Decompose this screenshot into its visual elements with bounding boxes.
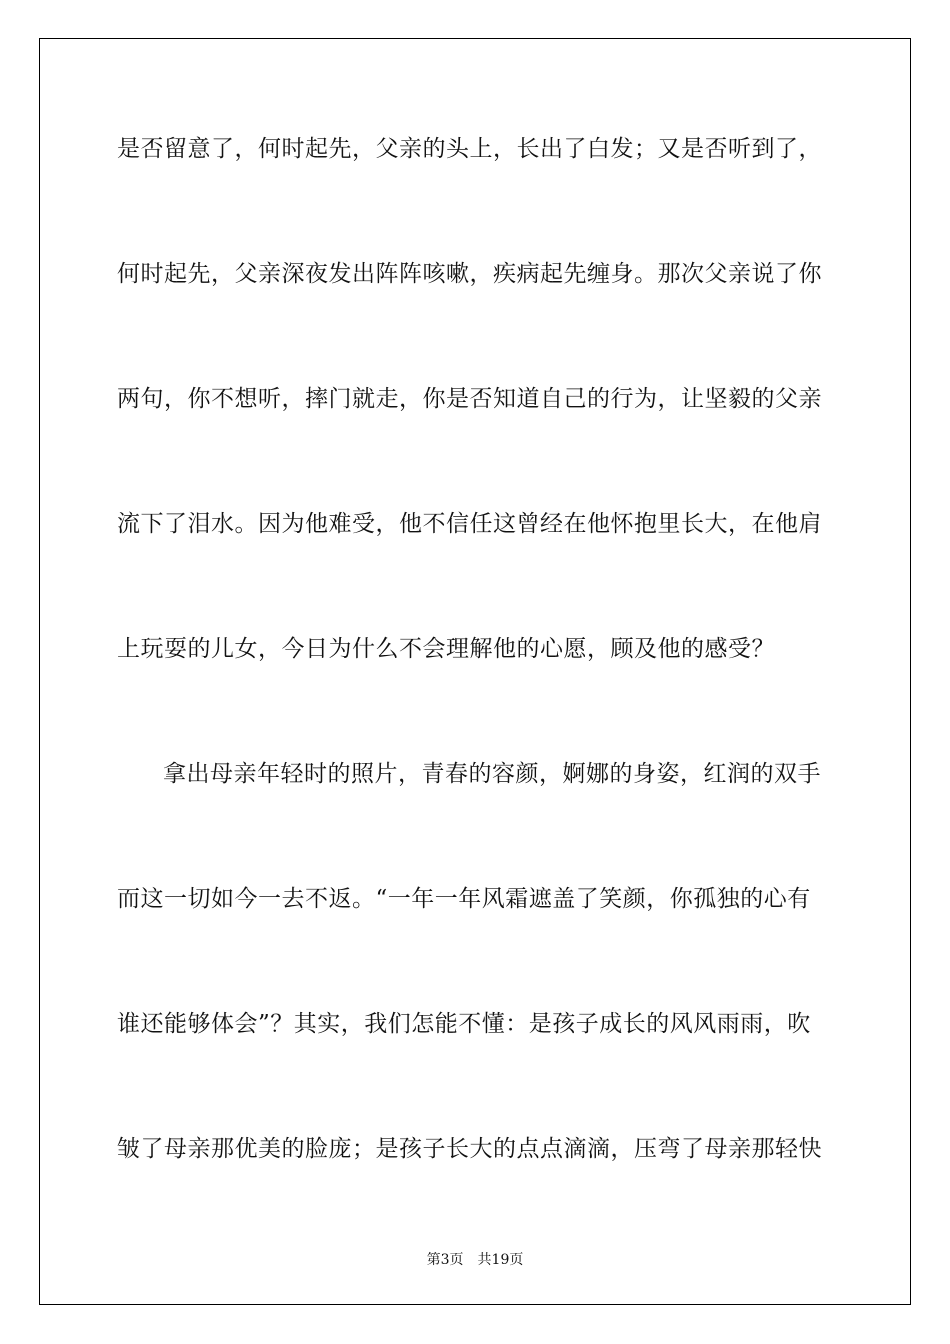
page-total: 共19页	[477, 1252, 524, 1268]
text-line-6: 拿出母亲年轻时的照片，青春的容颜，婀娜的身姿，红润的双手	[163, 761, 821, 787]
text-line-7: 而这一切如今一去不返。“一年一年风霜遮盖了笑颜，你孤独的心有	[117, 886, 811, 912]
text-line-2: 何时起先，父亲深夜发出阵阵咳嗽，疾病起先缠身。那次父亲说了你	[117, 261, 822, 287]
page-footer	[0, 1249, 950, 1269]
text-line-5: 上玩耍的儿女，今日为什么不会理解他的心愿，顾及他的感受？	[117, 636, 775, 662]
page-number: 第3页	[426, 1252, 464, 1268]
text-line-8: 谁还能够体会”？其实，我们怎能不懂：是孩子成长的风风雨雨，吹	[117, 1011, 811, 1037]
page-border	[39, 38, 911, 1305]
text-line-1: 是否留意了，何时起先，父亲的头上，长出了白发；又是否听到了，	[117, 136, 822, 162]
text-line-4: 流下了泪水。因为他难受，他不信任这曾经在他怀抱里长大，在他肩	[117, 511, 822, 537]
text-line-9: 皱了母亲那优美的脸庞；是孩子长大的点点滴滴，压弯了母亲那轻快	[117, 1136, 822, 1162]
text-line-3: 两句，你不想听，摔门就走，你是否知道自己的行为，让坚毅的父亲	[117, 386, 822, 412]
